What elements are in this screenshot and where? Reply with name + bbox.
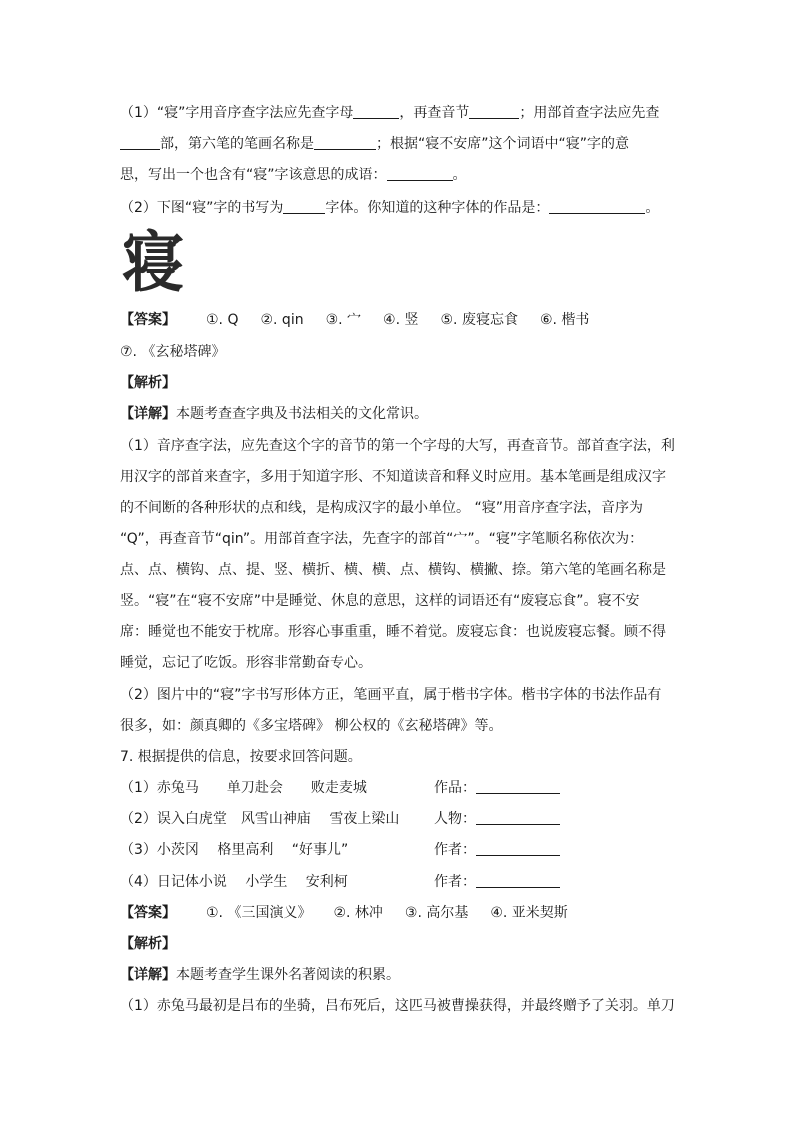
q7-row-items: （3）小茨冈 格里高利 “好事儿” <box>120 842 349 858</box>
answer-item: ③. 宀 <box>325 312 362 328</box>
q7-analysis-label: 【解析】 <box>120 936 176 952</box>
q7-row-label: 作品： <box>434 780 476 796</box>
q7-row-label: 作者： <box>434 874 476 890</box>
q6-part1-line1 <box>120 103 680 123</box>
q6-body-line: 竖。“寝”在“寝不安席”中是睡觉、休息的意思，这样的词语还有“废寝忘食”。寝不安 <box>120 593 640 609</box>
q7-row <box>120 840 680 860</box>
q7-row-label: 人物： <box>434 811 476 827</box>
q6-part2-line <box>120 198 680 218</box>
answer-item: ①. 《三国演义》 <box>206 905 312 921</box>
blank-letter <box>353 104 399 119</box>
q6-p1-text-a: （1）“寝”字用音序查字法应先查字母 <box>120 105 354 121</box>
detail-label: 【详解】 <box>120 967 176 983</box>
q6-body-line: 很多，如：颜真卿的《多宝塔碑》 柳公权的《玄秘塔碑》等。 <box>120 718 503 734</box>
detail-label: 【详解】 <box>120 406 176 422</box>
q6-answer-line2: ⑦. 《玄秘塔碑》 <box>120 344 226 360</box>
q6-body-line: “Q”，再查音节“qin”。用部首查字法，先查字的部首“宀”。“寝”字笔顺名称依次为： <box>120 531 644 547</box>
q7-row-items: （1）赤兔马 单刀赴会 败走麦城 <box>120 780 367 796</box>
q7-answer-blank <box>476 841 560 856</box>
detail-intro: 本题考查学生课外名著阅读的积累。 <box>176 967 400 983</box>
answer-item: ③. 高尔基 <box>404 905 469 921</box>
q6-p1-text-c: ；用部首查字法应先查 <box>519 105 660 121</box>
q6-part1-line2 <box>120 134 680 154</box>
q6-body-line: （1）音序查字法，应先查这个字的音节的第一个字母的大写，再查音节。部首查字法，利 <box>120 438 675 454</box>
q7-row-label: 作者： <box>434 842 476 858</box>
q6-p2-text-c: 。 <box>645 200 660 216</box>
q7-body-line: （1）赤兔马最初是吕布的坐骑，吕布死后，这匹马被曹操获得，并最终赠予了关羽。单刀 <box>120 998 675 1014</box>
q6-p1-text-e: ；根据“寝不安席”这个词语中“寝”字的意 <box>376 136 630 152</box>
blank-font <box>283 199 325 214</box>
answer-item: ④. 亚米契斯 <box>490 905 568 921</box>
q6-p1-text-d: 部，第六笔的笔画名称是 <box>160 136 314 152</box>
q6-answer-line <box>120 310 680 330</box>
answer-item: ⑤. 废寝忘食 <box>440 312 518 328</box>
q6-p2-text-b: 字体。你知道的这种字体的作品是： <box>325 200 550 216</box>
q6-p1-text-b: ，再查音节 <box>399 105 470 121</box>
blank-syllable <box>469 104 519 119</box>
answer-label: 【答案】 <box>120 905 176 921</box>
q6-p2-text-a: （2）下图“寝”字的书写为 <box>120 200 284 216</box>
answer-label: 【答案】 <box>120 312 176 328</box>
q7-row <box>120 778 680 798</box>
q6-body-line: 的不间断的各种形状的点和线，是构成汉字的最小单位。 “寝”用音序查字法，音序为 <box>120 500 643 516</box>
detail-intro: 本题考查查字典及书法相关的文化常识。 <box>176 406 428 422</box>
q7-row <box>120 872 680 892</box>
q7-row <box>120 809 680 829</box>
q6-body-line: 睡觉，忘记了吃饭。形容非常勤奋专心。 <box>120 655 372 671</box>
blank-idiom <box>387 166 453 181</box>
q6-body-line: 点、点、横钩、点、提、竖、横折、横、横、点、横钩、横撇、捺。第六笔的笔画名称是 <box>120 562 666 578</box>
answer-item: ①. Q <box>206 312 239 328</box>
q6-body-line: 用汉字的部首来查字，多用于知道字形、不知道读音和释义时应用。基本笔画是组成汉字 <box>120 469 666 485</box>
q6-part1-line3 <box>120 165 680 185</box>
q6-p1-text-g: 。 <box>452 167 467 183</box>
calligraphy-character-image: 寝 <box>122 224 185 301</box>
answer-item: ⑥. 楷书 <box>539 312 590 328</box>
q7-answer-blank <box>476 810 560 825</box>
q7-answer-blank <box>476 779 560 794</box>
blank-stroke <box>314 135 376 150</box>
q6-detail-line <box>120 404 680 424</box>
blank-radical <box>120 135 160 150</box>
q6-analysis-label: 【解析】 <box>120 375 176 391</box>
q7-answer-blank <box>476 873 560 888</box>
q7-row-items: （2）误入白虎堂 风雪山神庙 雪夜上梁山 <box>120 811 400 827</box>
q7-detail-line <box>120 965 680 985</box>
q6-body-line: 席：睡觉也不能安于枕席。形容心事重重，睡不着觉。废寝忘食：也说废寝忘餐。顾不得 <box>120 624 666 640</box>
q7-title: 7. 根据提供的信息，按要求回答问题。 <box>120 749 362 765</box>
blank-work <box>549 199 645 214</box>
answer-item: ②. qin <box>260 312 304 328</box>
q6-body-line: （2）图片中的“寝”字书写形体方正，笔画平直，属于楷书字体。楷书字体的书法作品有 <box>120 687 662 703</box>
q7-row-items: （4）日记体小说 小学生 安利柯 <box>120 874 348 890</box>
answer-item: ②. 林冲 <box>333 905 383 921</box>
answer-item: ④. 竖 <box>383 312 419 328</box>
q6-p1-text-f: 思，写出一个也含有“寝”字该意思的成语： <box>120 167 387 183</box>
q7-answer-line <box>120 903 680 923</box>
